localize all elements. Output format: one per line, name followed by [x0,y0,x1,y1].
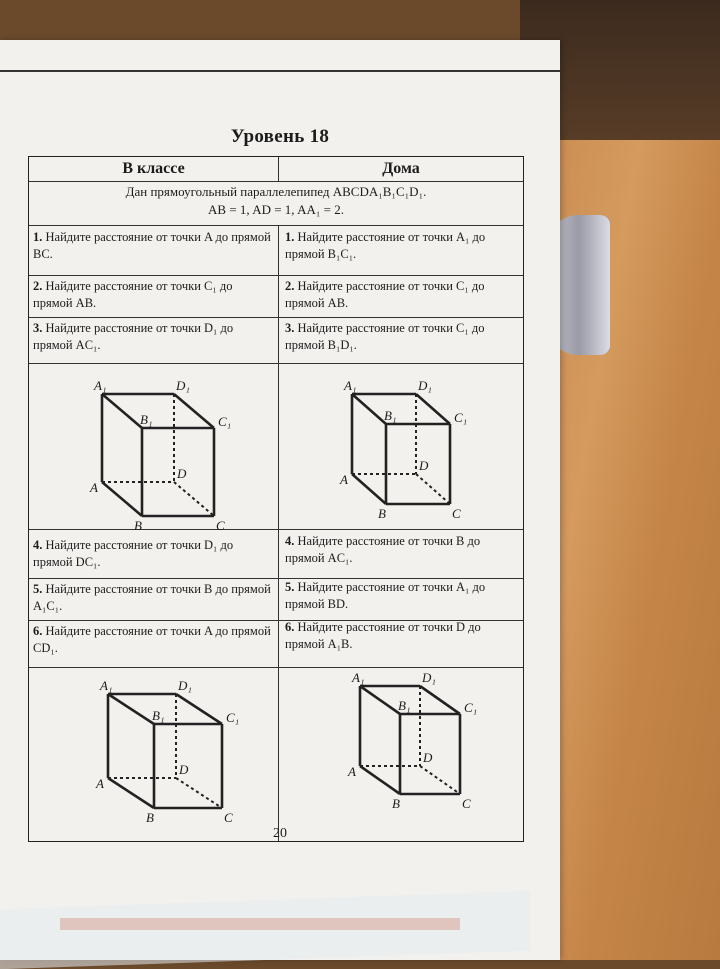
vertex-label-b: B [392,796,400,811]
cube-figure-class-2 [96,672,240,825]
cube-figure-home-1 [342,372,472,522]
ruler-edge [60,918,460,930]
vertex-label-d1: D₁ [178,678,192,693]
edge-d1c1 [420,686,460,714]
header-rule [0,70,560,72]
edge-ab [352,474,386,504]
given-statement [29,183,523,219]
vertex-label-c: C [462,796,471,811]
vertex-label-b1: B₁ [140,412,153,427]
page-number: 20 [273,826,287,841]
page-title: Уровень 18 [230,126,330,147]
vertex-label-d1: D₁ [176,378,190,393]
column-header-class: В классе [122,160,185,177]
vertex-label-c1: C₁ [218,414,232,429]
row-divider [29,181,523,182]
edge-a1b1 [102,394,142,428]
edge-dc-hidden [416,474,450,504]
vertex-label-c1: C₁ [464,700,478,715]
vertex-label-d1: D₁ [418,378,432,393]
vertex-label-a: A [90,480,98,495]
cube-figure-home-2 [348,664,480,811]
vertex-label-b1: B₁ [384,408,397,423]
edge-a1b1 [360,686,400,714]
edge-ab [360,766,400,794]
vertex-label-d1: D₁ [422,670,436,685]
vertex-label-b: B [146,810,154,825]
given-line-1: Дан прямоугольный параллелепипед ABCDA₁B₁C₁D₁. [125,184,427,199]
right-task-3: 3. Найдите расстояние от точки C₁ до прямой B₁D₁. [285,321,485,352]
column-header-home: Дома [382,160,420,177]
left-task-2: 2. Найдите расстояние от точки C₁ до прямой AB. [33,279,233,310]
row-divider [29,317,523,318]
vertex-label-d: D [179,762,189,777]
left-task-1: 1. Найдите расстояние от точки A до прямой BC. [33,230,271,261]
given-line-2: AB = 1, AD = 1, AA₁ = 2. [208,202,344,217]
vertex-label-a: A [348,764,356,779]
vertex-label-c1: C₁ [226,710,240,725]
vertex-label-d: D [423,750,433,765]
edge-ab [102,482,142,516]
vertex-label-d: D [419,458,429,473]
right-task-5: 5. Найдите расстояние от точки A₁ до прямой BD. [285,580,486,611]
edge-a1b1 [352,394,386,424]
vertex-label-b: B [378,506,386,521]
row-divider [29,275,523,276]
vertex-label-a1: A₁ [100,678,113,693]
vertex-label-a1: A₁ [94,378,107,393]
vertex-label-b1: B₁ [398,698,411,713]
vertex-label-b1: B₁ [152,708,165,723]
row-divider [29,363,523,364]
vertex-label-a: A [340,472,348,487]
vertex-label-c: C [452,506,461,521]
vertex-label-c1: C₁ [454,410,468,425]
edge-dc-hidden [176,778,222,808]
left-task-5: 5. Найдите расстояние от точки B до прямой A₁C₁. [33,582,271,613]
vertex-label-d: D [177,466,187,481]
right-task-6: 6. Найдите расстояние от точки D до прямой A₁B. [285,620,481,651]
vertex-label-a: A [96,776,104,791]
left-task-6: 6. Найдите расстояние от точки A до прямой CD₁. [33,624,271,655]
left-task-3: 3. Найдите расстояние от точки D₁ до прямой AC₁. [33,321,234,352]
edge-dc-hidden [420,766,460,794]
header-divider [278,157,279,181]
right-task-1: 1. Найдите расстояние от точки A₁ до прямой B₁C₁. [285,230,486,261]
vertex-label-b: B [134,518,142,533]
right-task-4: 4. Найдите расстояние от точки B до прямой AC₁. [285,534,481,565]
left-task-4: 4. Найдите расстояние от точки D₁ до прямой DC₁. [33,538,234,569]
vertex-label-a1: A₁ [352,670,365,685]
cube-figure-class-1 [92,372,242,532]
edge-d1c1 [416,394,450,424]
vertex-label-c: C [216,518,225,533]
edge-d1c1 [176,694,222,724]
row-divider [29,225,523,226]
edge-ab [108,778,154,808]
vertex-label-a1: A₁ [344,378,357,393]
right-task-2: 2. Найдите расстояние от точки C₁ до прямой AB. [285,279,485,310]
edge-dc-hidden [174,482,214,516]
edge-d1c1 [174,394,214,428]
edge-a1b1 [108,694,154,724]
vertex-label-c: C [224,810,233,825]
